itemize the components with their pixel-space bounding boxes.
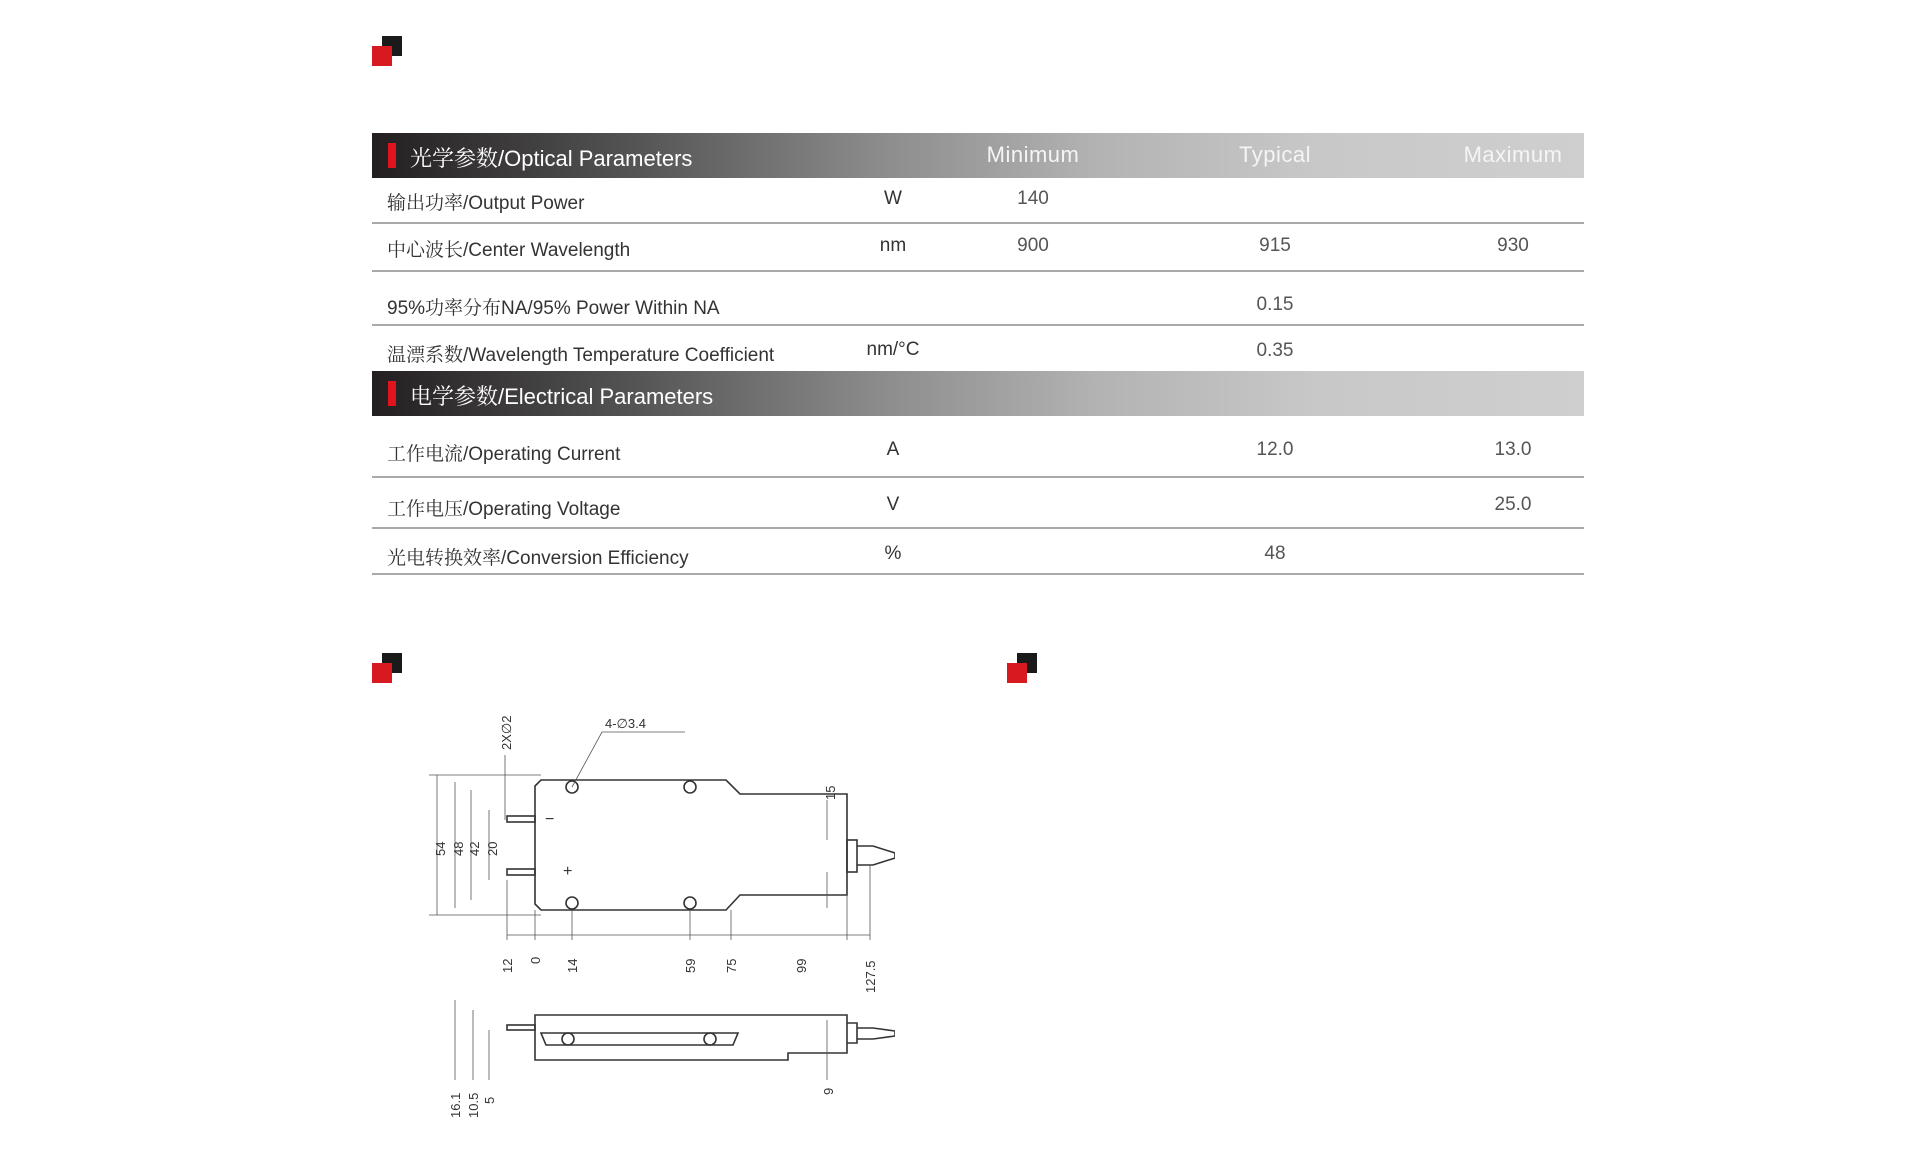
section-marker-top: [372, 36, 402, 66]
col-typical: Typical: [1239, 142, 1311, 167]
dim-14-label: 14: [565, 958, 580, 973]
dim-15-label: 15: [823, 785, 838, 800]
minus-label: −: [545, 811, 555, 828]
pin-positive: [507, 869, 535, 875]
dim-0-label: 0: [528, 956, 543, 964]
table-row-conversion-efficiency: [372, 529, 1584, 575]
optical-parameters-header: [372, 133, 1584, 178]
col-maximum: Maximum: [1463, 142, 1563, 167]
dim-42-label: 42: [467, 841, 482, 856]
dim-99-label: 99: [794, 958, 809, 973]
dim-16-1-label: 16.1: [448, 1092, 463, 1118]
param-unit: W: [884, 188, 902, 209]
table-row-temperature-coefficient: [372, 326, 1584, 371]
electrical-header-title: 电学参数/Electrical Parameters: [410, 384, 714, 409]
dim-59-label: 59: [683, 958, 698, 973]
param-typ: 48: [1264, 543, 1286, 564]
hole-leader-line: [572, 732, 685, 787]
table-row-center-wavelength: [372, 224, 1584, 272]
param-name: 中心波长/Center Wavelength: [387, 240, 631, 261]
package-top-view: [535, 780, 847, 910]
dim-9-label: 9: [821, 1087, 836, 1095]
table-row-operating-current: [372, 416, 1584, 478]
param-name: 光电转换效率/Conversion Efficiency: [387, 548, 689, 569]
dim-48-label: 48: [451, 841, 466, 856]
mount-hole-icon: [684, 897, 696, 909]
dim-54-label: 54: [433, 841, 448, 856]
dim-5-label: 5: [482, 1096, 497, 1104]
header-accent-bar: [388, 143, 396, 168]
hole-dia-label: 4-∅3.4: [605, 716, 646, 731]
optical-header-title: 光学参数/Optical Parameters: [410, 146, 693, 171]
param-name: 工作电压/Operating Voltage: [387, 499, 621, 520]
package-side-view: [507, 1015, 895, 1060]
param-min: 900: [1017, 235, 1049, 256]
table-row-operating-voltage: [372, 478, 1584, 529]
param-typ: 12.0: [1256, 439, 1294, 460]
mount-hole-icon: [566, 897, 578, 909]
param-max: 25.0: [1494, 494, 1532, 515]
param-name: 温漂系数/Wavelength Temperature Coefficient: [387, 345, 775, 366]
table-row-power-within-na: [372, 272, 1584, 326]
pin-negative: [507, 816, 535, 822]
param-name: 输出功率/Output Power: [387, 193, 585, 214]
fiber-ferrule: [847, 840, 857, 872]
param-unit: V: [886, 494, 900, 515]
plus-label: +: [563, 863, 573, 880]
param-typ: 0.35: [1256, 340, 1294, 361]
col-minimum: Minimum: [986, 142, 1080, 167]
param-unit: A: [886, 439, 900, 460]
param-unit: %: [884, 543, 902, 564]
mount-hole-icon: [684, 781, 696, 793]
param-typ: 0.15: [1256, 294, 1294, 315]
section-marker-drawing: [372, 653, 402, 683]
param-unit: nm: [879, 235, 907, 256]
pin-dia-label: 2X∅2: [499, 715, 514, 750]
dim-75-label: 75: [724, 958, 739, 973]
param-name: 95%功率分布NA/95% Power Within NA: [387, 298, 720, 319]
dim-127-5-label: 127.5: [863, 960, 878, 993]
param-unit: nm/°C: [866, 339, 920, 360]
section-marker-right: [1007, 653, 1037, 683]
table-row-output-power: [372, 178, 1584, 224]
dim-10-5-label: 10.5: [466, 1092, 481, 1118]
param-max: 13.0: [1494, 439, 1532, 460]
electrical-parameters-header: [372, 371, 1584, 416]
header-accent-bar: [388, 381, 396, 406]
parameter-table: [372, 133, 1584, 575]
fiber-output: [857, 846, 895, 865]
param-name: 工作电流/Operating Current: [387, 444, 621, 465]
param-typ: 915: [1259, 235, 1291, 256]
param-max: 930: [1497, 235, 1529, 256]
mechanical-drawing: [415, 690, 895, 1130]
param-min: 140: [1017, 188, 1049, 209]
dim-12-label: 12: [500, 958, 515, 973]
dim-20-label: 20: [485, 841, 500, 856]
